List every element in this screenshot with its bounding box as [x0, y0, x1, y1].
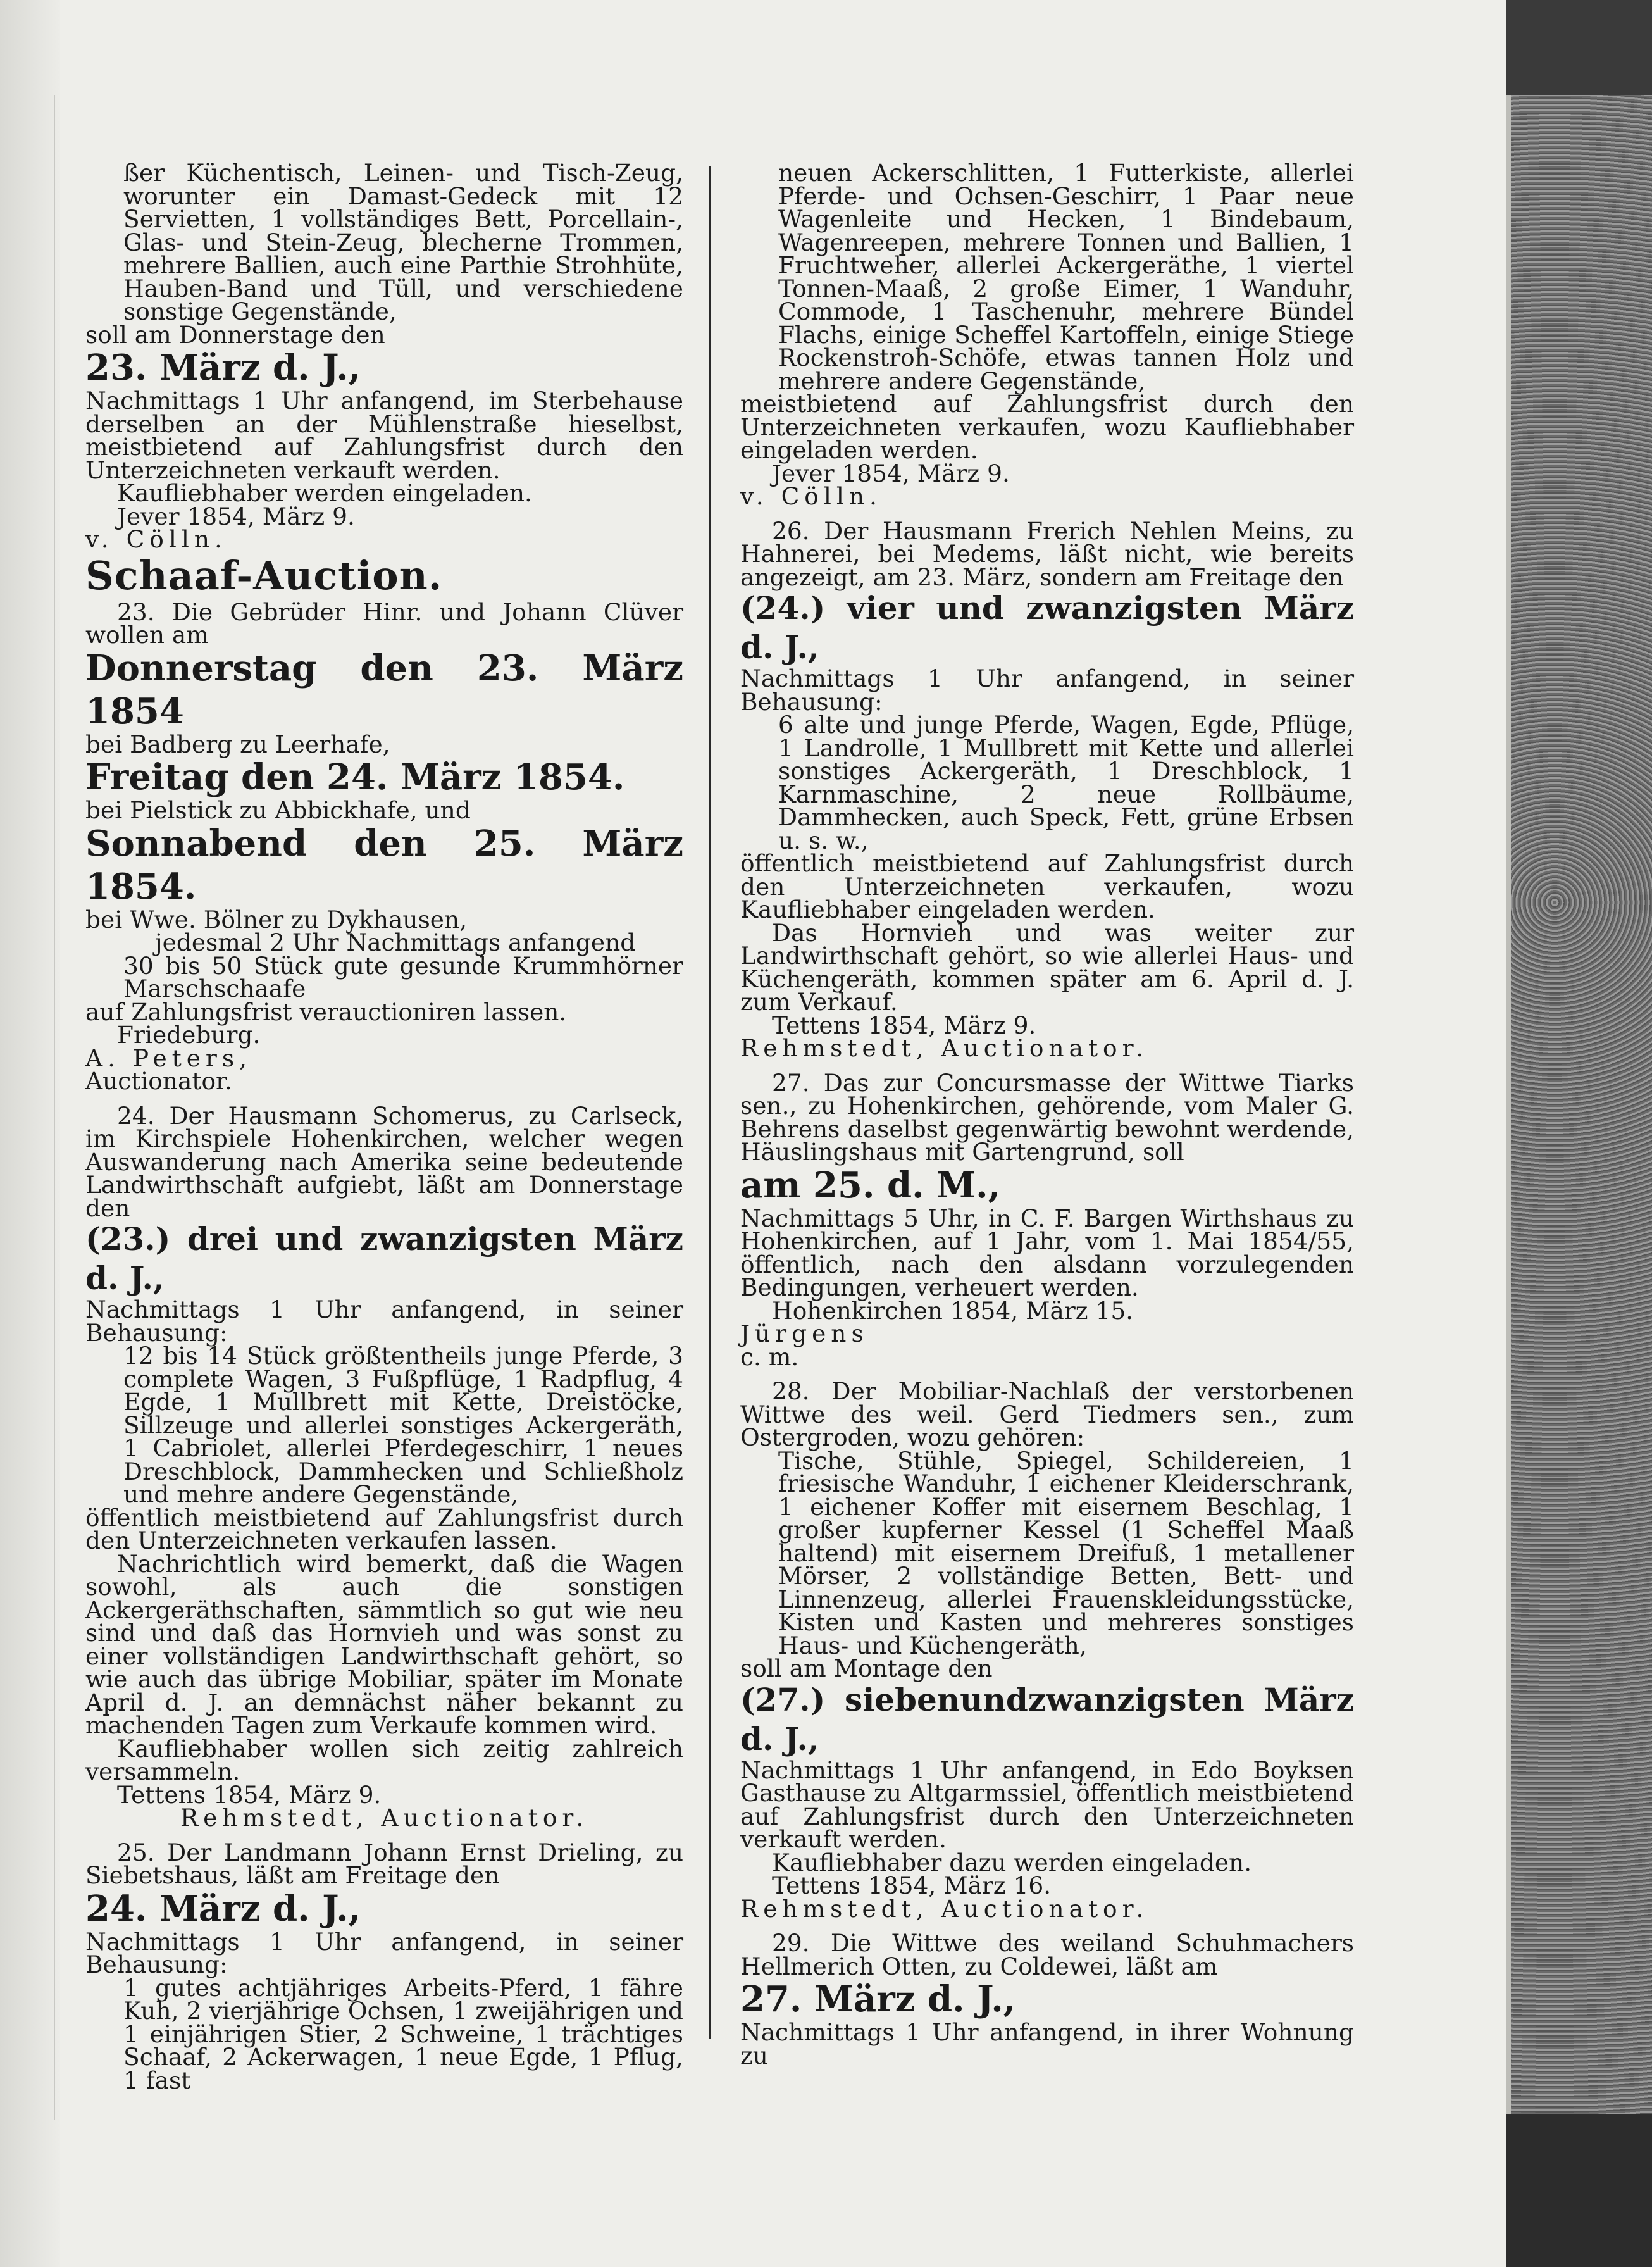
signature: v. Cölln. — [85, 525, 227, 553]
paragraph: Nachmittags 1 Uhr anfangend, in Edo Boyksen Gasthause zu Altgarmssiel, öffentlich meistbietend auf Zahlungsfrist durch den Unterzeichneten verkauft werden. — [740, 1756, 1354, 1853]
book-page-edges — [1506, 95, 1652, 2114]
paragraph: 1 gutes achtjähriges Arbeits-Pferd, 1 fähre Kuh, 2 vierjährige Ochsen, 1 zweijährigen und 1 einjährigen Stier, 2 Schweine, 1 trächtiges Schaaf, 2 Ackerwagen, 1 neue Egde, 1 Pflug, 1 fast — [123, 1973, 683, 2094]
date-heading: Donnerstag den 23. März 1854 — [85, 647, 683, 732]
paragraph: Nachrichtlich wird bemerkt, daß die Wagen sowohl, als auch die sonstigen Ackergeräthschaften, sämmtlich so gut wie neu sind und daß das Hornvieh und was sonst zu einer vollständigen Landwirthschaft gehört, so wie auch das übrige Mobiliar, später im Monate April d. J. an demnächst näher bekannt zu machenden Tagen zum Verkaufe kommen wird. — [85, 1549, 683, 1739]
paragraph: bei Badberg zu Leerhafe, — [85, 730, 390, 758]
date-heading: (27.) siebenundzwanzigsten März d. J., — [740, 1680, 1354, 1758]
paragraph: 29. Die Wittwe des weiland Schuhmachers Hellmerich Otten, zu Coldewei, läßt am — [740, 1929, 1354, 1980]
signature-title: c. m. — [740, 1342, 799, 1371]
paragraph: neuen Ackerschlitten, 1 Futterkiste, allerlei Pferde- und Ochsen-Geschirr, 1 Paar neue Wagenleite und Hecken, 1 Bindebaum, Wagenreepen, mehrere Tonnen und Ballien, 1 Fruchtweher, allerlei Ackergeräthe, 1 viertel Tonnen-Maaß, 2 große Eimer, 1 Wanduhr, Commode, 1 Taschenuhr, mehrere Bündel Flachs, einige Scheffel Kartoffeln, einige Stiege Rockenstroh-Schöfe, etwas tannen Holz und mehrere andere Gegenstände, — [778, 159, 1354, 395]
paragraph: Nachmittags 5 Uhr, in C. F. Bargen Wirthshaus zu Hohenkirchen, auf 1 Jahr, vom 1. Mai 1854/55, öffentlich, nach den alsdann vorzulegenden Bedingungen, verheuert werden. — [740, 1204, 1354, 1301]
right-column — [740, 159, 1354, 2070]
place-date: Tettens 1854, März 9. — [117, 1780, 382, 1809]
paragraph: bei Wwe. Bölner zu Dykhausen, — [85, 905, 468, 934]
paragraph: Nachmittags 1 Uhr anfangend, in seiner Behausung: — [85, 1927, 683, 1978]
date-heading: am 25. d. M., — [740, 1164, 1001, 1206]
paragraph: Nachmittags 1 Uhr anfangend, im Sterbehause derselben an der Mühlenstraße hieselbst, meistbietend auf Zahlungsfrist durch den Unterzeichneten verkauft werden. — [85, 387, 683, 484]
paragraph: soll am Montage den — [740, 1654, 993, 1682]
paragraph: 30 bis 50 Stück gute gesunde Krummhörner Marschschaafe — [123, 951, 683, 1002]
paragraph: 26. Der Hausmann Frerich Nehlen Meins, zu Hahnerei, bei Medems, läßt nicht, wie bereits angezeigt, am 23. März, sondern am Freitage den — [740, 516, 1354, 591]
place-date: Tettens 1854, März 16. — [772, 1871, 1052, 1899]
place-date: Hohenkirchen 1854, März 15. — [772, 1296, 1134, 1325]
date-heading: (23.) drei und zwanzigsten März d. J., — [85, 1220, 683, 1297]
paragraph: auf Zahlungsfrist verauctioniren lassen. — [85, 997, 567, 1026]
place-date: Jever 1854, März 9. — [772, 459, 1010, 487]
paragraph: 24. Der Hausmann Schomerus, zu Carlseck, im Kirchspiele Hohenkirchen, welcher wegen Auswanderung nach Amerika seine bedeutende Landwirthschaft aufgiebt, läßt am Donnerstage den — [85, 1101, 683, 1222]
paragraph: Kaufliebhaber dazu werden eingeladen. — [772, 1848, 1252, 1877]
place-date: Tettens 1854, März 9. — [772, 1011, 1036, 1039]
signature: Jürgens — [740, 1320, 869, 1347]
place: Friedeburg. — [117, 1021, 261, 1049]
signature: v. Cölln. — [740, 482, 882, 510]
paragraph: Nachmittags 1 Uhr anfangend, in seiner Behausung: — [85, 1296, 683, 1347]
paragraph: 12 bis 14 Stück größtentheils junge Pferde, 3 complete Wagen, 3 Fußpflüge, 1 Radpflug, 4 Egde, 1 Mullbrett mit Kette, Dreistöcke, Sillzeuge und allerlei sonstiges Ackergeräth, 1 Cabriolet, allerlei Pferdegeschirr, 1 neues Dreschblock, Dammhecken und Schließholz und mehre andere Gegenstände, — [123, 1342, 683, 1508]
background-shadow — [1506, 2114, 1652, 2267]
signature-title: Auctionator. — [85, 1067, 232, 1095]
column-rule — [709, 166, 711, 2039]
section-title: Schaaf-Auction. — [85, 552, 443, 599]
paragraph: ßer Küchentisch, Leinen- und Tisch-Zeug, worunter ein Damast-Gedeck mit 12 Servietten, 1 vollständiges Bett, Porcellain-, Glas- und Stein-Zeug, blecherne Trommen, mehrere Ballien, auch eine Parthie Strohhüte, Hauben-Band und Tüll, und verschiedene sonstige Gegenstände, — [123, 159, 683, 325]
place-date: Jever 1854, März 9. — [117, 502, 355, 530]
date-heading: 23. März d. J., — [85, 347, 361, 389]
paragraph: Kaufliebhaber wollen sich zeitig zahlreich versammeln. — [85, 1734, 683, 1785]
date-heading: 27. März d. J., — [740, 1978, 1016, 2020]
signature: Rehmstedt, Auctionator. — [180, 1804, 589, 1832]
signature: Rehmstedt, Auctionator. — [740, 1034, 1149, 1062]
paragraph: Nachmittags 1 Uhr anfangend, in seiner Behausung: — [740, 665, 1354, 716]
paragraph: 23. Die Gebrüder Hinr. und Johann Clüver wollen am — [85, 597, 683, 649]
paragraph: Kaufliebhaber werden eingeladen. — [117, 479, 532, 507]
paragraph: 28. Der Mobiliar-Nachlaß der verstorbenen Wittwe des weil. Gerd Tiedmers sen., zum Ostergroden, wozu gehören: — [740, 1377, 1354, 1451]
paragraph: 27. Das zur Concursmasse der Wittwe Tiarks sen., zu Hohenkirchen, gehörende, vom Maler G. Behrens daselbst gegenwärtig bewohnt werdende, Häuslingshaus mit Gartengrund, soll — [740, 1068, 1354, 1166]
signature: A. Peters, — [85, 1044, 252, 1072]
paragraph: Tische, Stühle, Spiegel, Schildereien, 1 friesische Wanduhr, 1 eichener Kleiderschrank, 1 eichener Koffer mit eisernem Beschlag, 1 großer kupferner Kessel (1 Scheffel Maaß haltend) mit eisernem Dreifuß, 1 metallener Mörser, 2 vollständige Betten, Bett- und Linnenzeug, allerlei Frauenskleidungsstücke, Kisten und Kasten und mehreres sonstiges Haus- und Küchengeräth, — [778, 1446, 1354, 1659]
gutter-bleed — [0, 95, 55, 2120]
paragraph: Das Hornvieh und was weiter zur Landwirthschaft gehört, so wie allerlei Haus- und Küchengeräth, kommen später am 6. April d. J. zum Verkauf. — [740, 918, 1354, 1016]
date-heading: Freitag den 24. März 1854. — [85, 756, 625, 798]
paragraph: meistbietend auf Zahlungsfrist durch den Unterzeichneten verkaufen, wozu Kaufliebhaber eingeladen werden. — [740, 390, 1354, 464]
paragraph: 6 alte und junge Pferde, Wagen, Egde, Pflüge, 1 Landrolle, 1 Mullbrett mit Kette und allerlei sonstiges Ackergeräth, 1 Dreschblock, 1 Karnmaschine, 2 neue Rollbäume, Dammhecken, auch Speck, Fett, grüne Erbsen u. s. w., — [778, 711, 1354, 854]
paragraph: soll am Donnerstage den — [85, 320, 385, 349]
paragraph: jedesmal 2 Uhr Nachmittags anfangend — [155, 928, 636, 956]
paragraph: öffentlich meistbietend auf Zahlungsfrist durch den Unterzeichneten verkaufen lassen. — [85, 1503, 683, 1554]
date-heading: 24. März d. J., — [85, 1887, 361, 1930]
date-heading: (24.) vier und zwanzigsten März d. J., — [740, 589, 1354, 666]
paragraph: bei Pielstick zu Abbickhafe, und — [85, 796, 471, 824]
paragraph: Nachmittags 1 Uhr anfangend, in ihrer Wohnung zu — [740, 2018, 1354, 2070]
paragraph: öffentlich meistbietend auf Zahlungsfrist durch den Unterzeichneten verkaufen, wozu Kaufliebhaber eingeladen werden. — [740, 849, 1354, 923]
paragraph: 25. Der Landmann Johann Ernst Drieling, zu Siebetshaus, läßt am Freitage den — [85, 1838, 683, 1889]
left-column — [85, 161, 683, 2092]
signature: Rehmstedt, Auctionator. — [740, 1894, 1149, 1923]
date-heading: Sonnabend den 25. März 1854. — [85, 822, 683, 908]
